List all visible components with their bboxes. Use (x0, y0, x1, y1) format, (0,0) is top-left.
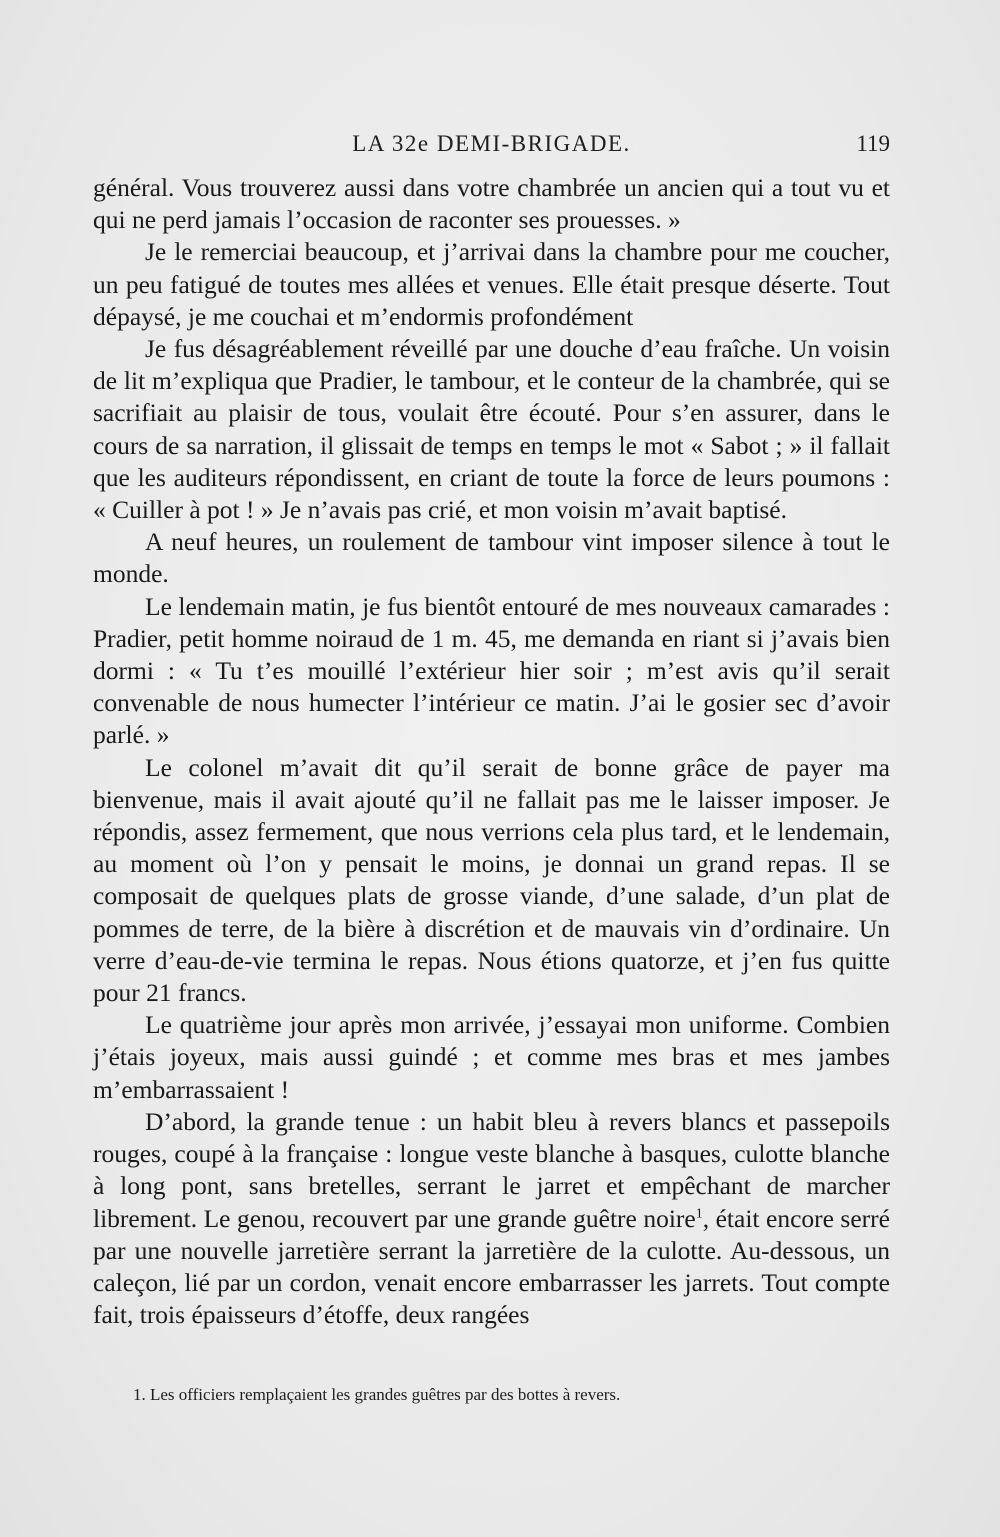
body-text (93, 172, 890, 1331)
page-number: 119 (856, 131, 890, 156)
paragraph: Je le remerciai beaucoup, et j’arrivai dans la chambre pour me coucher, un peu fatigué de toutes mes allées et venues. Elle était presque déserte. Tout dépaysé, je me couchai et m’endormis profondément (93, 237, 890, 331)
paragraph-text: D’abord, la grande tenue : un habit bleu à revers blancs et passepoils rouges, coupé à la française : longue veste blanche à basques, culotte blanche à long pont, sans bretelles, serrant le jarret et empêchant de marcher librement. Le genou, recouvert par une grande guêtre noire (93, 1106, 890, 1233)
footnote: 1. Les officiers remplaçaient les grandes guêtres par des bottes à revers. (133, 1385, 621, 1404)
paragraph: Le quatrième jour après mon arrivée, j’essayai mon uniforme. Combien j’étais joyeux, mais aussi guindé ; et comme mes bras et mes jambes m’embarrassaient ! (93, 1010, 890, 1104)
footnote-marker: 1 (695, 1206, 703, 1221)
paragraph: Le lendemain matin, je fus bientôt entouré de mes nouveaux camarades : Pradier, petit homme noiraud de 1 m. 45, me demanda en riant si j’avais bien dormi : « Tu t’es mouillé l’extérieur hier soir ; m’est avis qu’il serait convenable de nous humecter l’intérieur ce matin. J’ai le gosier sec d’avoir parlé. » (93, 591, 890, 750)
running-title: LA 32e DEMI-BRIGADE. (352, 131, 631, 156)
running-head (93, 131, 890, 161)
paragraph: Le colonel m’avait dit qu’il serait de bonne grâce de payer ma bienvenue, mais il avait ajouté qu’il ne fallait pas me le laisser imposer. Je répondis, assez fermement, que nous verrions cela plus tard, et le lendemain, au moment où l’on y pensait le moins, je donnai un grand repas. Il se composait de quelques plats de grosse viande, d’une salade, d’un plat de pommes de terre, de la bière à discrétion et de mauvais vin d’ordinaire. Un verre d’eau-de-vie termina le repas. Nous étions quatorze, et j’en fus quitte pour 21 francs. (93, 752, 890, 1008)
paragraph: Je fus désagréablement réveillé par une douche d’eau fraîche. Un voisin de lit m’expliqua que Pradier, le tambour, et le conteur de la chambrée, qui se sacrifiait au plaisir de tous, voulait être écouté. Pour s’en assurer, dans le cours de sa narration, il glissait de temps en temps le mot « Sabot ; » il fallait que les auditeurs répondissent, en criant de toute la force de leurs poumons : « Cuiller à pot ! » Je n’avais pas crié, et mon voisin m’avait baptisé. (93, 334, 890, 525)
paragraph: A neuf heures, un roulement de tambour vint imposer silence à tout le monde. (93, 527, 890, 589)
paragraph-with-footnote (93, 1106, 890, 1331)
paragraph-text: , était encore serré par une nouvelle jarretière serrant la jarretière de la culotte. Au-dessous, un caleçon, lié par un cordon, venait encore embarrasser les jarrets. Tout compte fait, trois épaisseurs d’étoffe, deux rangées (93, 1203, 890, 1330)
paragraph-continued: général. Vous trouverez aussi dans votre chambrée un ancien qui a tout vu et qui ne perd jamais l’occasion de raconter ses prouesses. » (93, 173, 890, 235)
